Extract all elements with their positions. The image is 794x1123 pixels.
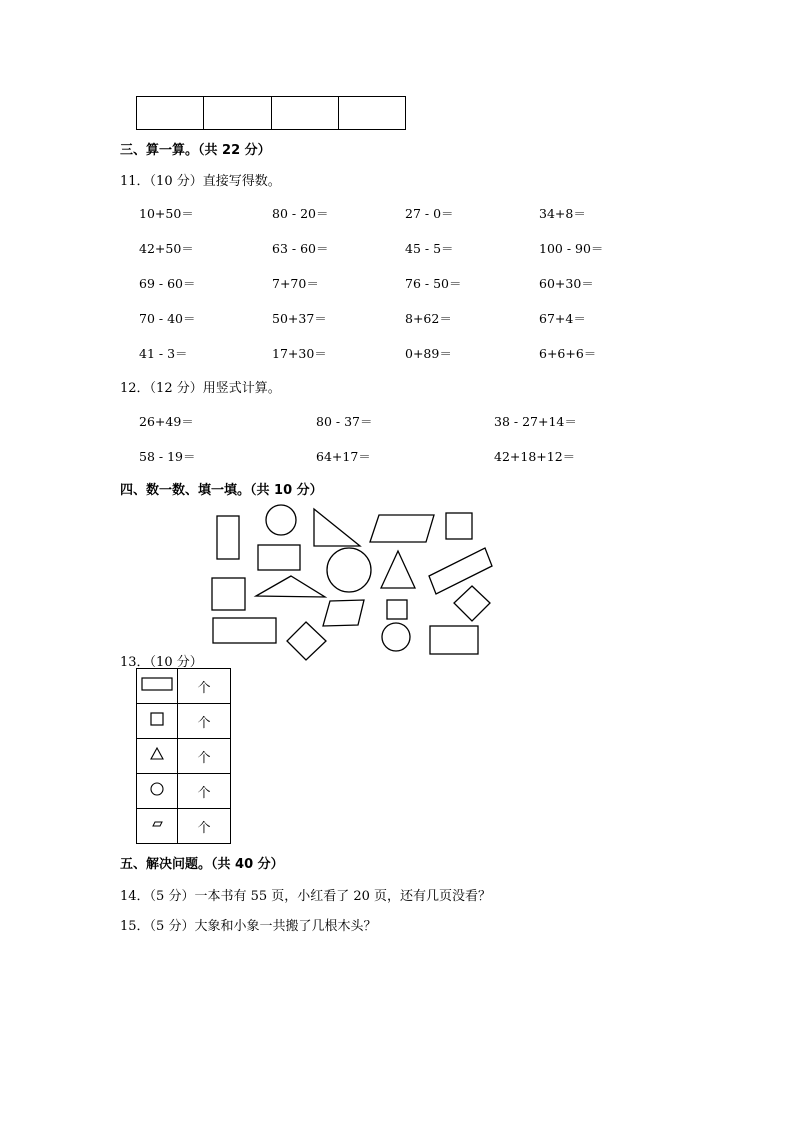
question-13-title: 13．（10 分） [120,655,203,670]
expression: 6+6+6＝ [539,346,597,361]
square-shape [287,622,326,660]
circle-icon [148,780,166,798]
expression: 42+50＝ [139,241,194,256]
expression: 26+49＝ [139,414,194,429]
circle-shape [266,505,296,535]
expression: 10+50＝ [139,206,194,221]
unit-label: 个 [197,715,211,731]
table-row [137,739,231,774]
expression: 76 - 50＝ [405,276,462,291]
answer-cell[interactable] [178,669,231,704]
triangle-icon [148,745,166,763]
question-11-title: 11．（10 分）直接写得数。 [120,174,281,189]
expression: 67+4＝ [539,311,586,326]
table-cell [137,669,178,704]
expression: 63 - 60＝ [272,241,329,256]
unit-label: 个 [197,750,211,766]
expression: 17+30＝ [272,346,327,361]
expression: 34+8＝ [539,206,586,221]
rectangle-shape [430,626,478,654]
triangle-shape [256,576,325,597]
section-3-heading: 三、算一算。（共 22 分） [120,143,271,158]
question-14: 14．（5 分）一本书有 55 页，小红看了 20 页，还有几页没看？ [120,889,492,904]
expression: 38 - 27+14＝ [494,414,577,429]
circle-shape [327,548,371,592]
parallelogram-shape [370,515,434,542]
square-icon [148,710,166,728]
answer-cell[interactable] [178,809,231,844]
square-shape [212,578,245,610]
table-row [137,809,231,844]
table-row [137,704,231,739]
expression: 41 - 3＝ [139,346,188,361]
expression: 100 - 90＝ [539,241,604,256]
table-row [137,774,231,809]
triangle-shape [314,509,360,546]
expression: 42+18+12＝ [494,449,576,464]
expression: 69 - 60＝ [139,276,196,291]
expression: 27 - 0＝ [405,206,454,221]
expression: 45 - 5＝ [405,241,454,256]
parallelogram-icon [148,815,166,833]
expression: 7+70＝ [272,276,319,291]
table-row [137,669,231,704]
expression: 80 - 37＝ [316,414,373,429]
rectangle-shape [429,548,492,594]
answer-cell[interactable] [178,774,231,809]
expression: 80 - 20＝ [272,206,329,221]
table-cell [137,704,178,739]
square-shape [454,586,490,621]
expression: 8+62＝ [405,311,452,326]
table-cell [137,809,178,844]
section-5-heading: 五、解决问题。（共 40 分） [120,857,284,872]
circle-shape [382,623,410,651]
rectangle-shape [213,618,276,643]
expression: 0+89＝ [405,346,452,361]
rectangle-shape [217,516,239,559]
rectangle-shape [258,545,300,570]
question-12-title: 12．（12 分）用竖式计算。 [120,381,281,396]
unit-label: 个 [197,820,211,836]
square-shape [446,513,472,539]
expression: 64+17＝ [316,449,371,464]
question-15: 15．（5 分）大象和小象一共搬了几根木头？ [120,919,377,934]
parallelogram-shape [323,600,364,626]
expression: 58 - 19＝ [139,449,196,464]
answer-cell[interactable] [178,704,231,739]
unit-label: 个 [197,785,211,801]
rectangle-icon [140,675,174,693]
expression: 60+30＝ [539,276,594,291]
count-table [136,668,231,844]
expression: 70 - 40＝ [139,311,196,326]
square-shape [387,600,407,619]
unit-label: 个 [197,680,211,696]
expression: 50+37＝ [272,311,327,326]
table-cell [137,739,178,774]
section-4-heading: 四、数一数、填一填。（共 10 分） [120,483,323,498]
answer-cell[interactable] [178,739,231,774]
triangle-shape [381,551,415,588]
table-cell [137,774,178,809]
